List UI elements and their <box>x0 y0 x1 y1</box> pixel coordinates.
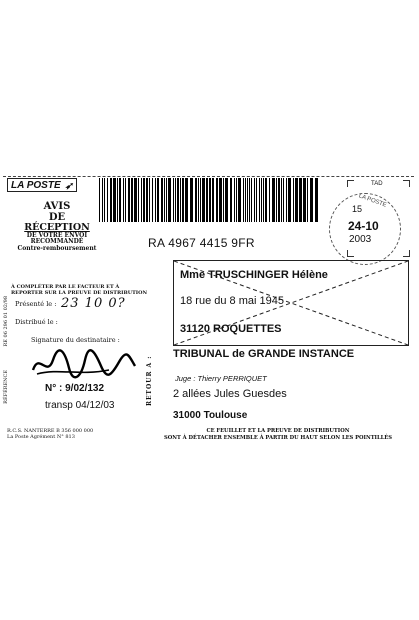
barcode-bar <box>310 178 313 222</box>
barcode-bar <box>177 178 179 222</box>
barcode-bar <box>219 178 222 222</box>
barcode-bar <box>256 178 257 222</box>
signature-label: Signature du destinataire : <box>31 336 120 344</box>
la-poste-logo <box>7 178 77 192</box>
presente-value: 23 10 0? <box>61 296 126 311</box>
instruction-line: REPORTER SUR LA PREUVE DE DISTRIBUTION <box>11 290 148 296</box>
barcode-bar <box>295 178 298 222</box>
barcode-bar <box>138 178 139 222</box>
detach-instruction <box>147 428 409 441</box>
barcode-bar <box>110 178 112 222</box>
footer-line: La Poste Agrément N° 813 <box>7 434 75 440</box>
recipient-city: 31120 ROQUETTES <box>180 323 282 335</box>
barcode-bar <box>198 178 199 222</box>
postmark-year: 2003 <box>349 234 372 245</box>
barcode-bar <box>307 178 308 222</box>
barcode-bar <box>286 178 287 222</box>
barcode-bar <box>200 178 201 222</box>
barcode-bar <box>149 178 150 222</box>
barcode-bar <box>175 178 176 222</box>
barcode-bar <box>243 178 244 222</box>
barcode-bar <box>128 178 130 222</box>
instruction-text <box>11 284 151 296</box>
barcode-bar <box>263 178 264 222</box>
barcode-bar <box>236 178 237 222</box>
barcode-bar <box>278 178 280 222</box>
distribue-label: Distribué le : <box>15 318 58 326</box>
footer-line: SONT À DÉTACHER ENSEMBLE À PARTIR DU HAUT SELON LES POINTILLÉS <box>164 434 392 441</box>
barcode-bar <box>293 178 294 222</box>
sender-street: 2 allées Jules Guesdes <box>173 388 287 400</box>
barcode-bar <box>107 178 108 222</box>
barcode-bar <box>141 178 142 222</box>
sender-judge: Juge : Thierry PERRIQUET <box>175 374 267 383</box>
barcode-bar <box>173 178 174 222</box>
barcode-bar <box>195 178 197 222</box>
barcode-bar <box>143 178 145 222</box>
presente-label: Présenté le : <box>15 300 57 308</box>
barcode-bar <box>164 178 165 222</box>
bird-icon: ➶ <box>64 181 73 192</box>
barcode-bar <box>123 178 124 222</box>
footer-line: CE FEUILLET ET LA PREUVE DE DISTRIBUTION <box>206 428 350 434</box>
reference-label: RÉFÉRENCE <box>3 370 9 404</box>
barcode-bar <box>157 178 159 222</box>
perforation-line <box>3 176 414 177</box>
barcode-bar <box>272 178 275 222</box>
barcode-bar <box>223 178 224 222</box>
tad-label: TAD <box>371 181 383 187</box>
corner-mark <box>403 180 410 187</box>
barcode-bar <box>212 178 214 222</box>
barcode-bar <box>259 178 260 222</box>
barcode-bar <box>152 178 153 222</box>
barcode-bar <box>303 178 306 222</box>
barcode-bar <box>146 178 148 222</box>
sender-org: TRIBUNAL de GRANDE INSTANCE <box>173 348 355 360</box>
barcode-bar <box>265 178 267 222</box>
signature-scribble <box>29 348 139 380</box>
barcode-bar <box>161 178 163 222</box>
barcode-bar <box>185 178 188 222</box>
barcode-bar <box>315 178 318 222</box>
barcode-bar <box>206 178 208 222</box>
barcode-bar <box>281 178 282 222</box>
barcode-bar <box>245 178 246 222</box>
postmark-stamp <box>329 193 401 265</box>
title-line: DE <box>48 211 66 223</box>
corner-mark <box>403 250 410 257</box>
barcode-bar <box>202 178 205 222</box>
transp-date: transp 04/12/03 <box>45 400 115 411</box>
avis-de-reception-card <box>3 168 414 441</box>
form-title <box>7 202 107 252</box>
logo-text: LA POSTE <box>11 180 61 191</box>
instruction-line: À COMPLÉTER PAR LE FACTEUR ET À <box>11 284 120 290</box>
barcode-bar <box>230 178 232 222</box>
sender-city: 31000 Toulouse <box>173 410 248 421</box>
barcode-bar <box>209 178 211 222</box>
barcode-bar <box>155 178 156 222</box>
barcode-bar <box>190 178 193 222</box>
reference-number: RE 06 296 01 02/98 <box>3 296 9 347</box>
recipient-street: 18 rue du 8 mai 1945 <box>180 295 284 307</box>
barcode-bar <box>276 178 277 222</box>
barcode-bar <box>180 178 181 222</box>
title-line: DE VOTRE ENVOI <box>26 231 88 239</box>
barcode-bar <box>288 178 291 222</box>
barcode-bar <box>131 178 133 222</box>
barcode-bar <box>216 178 218 222</box>
barcode-bar <box>254 178 255 222</box>
recipient-name: Mme TRUSCHINGER Hélène <box>180 269 328 281</box>
barcode-bar <box>166 178 167 222</box>
barcode-bar <box>283 178 284 222</box>
barcode-bar <box>182 178 184 222</box>
barcode-bar <box>225 178 228 222</box>
case-number: N° : 9/02/132 <box>45 383 105 394</box>
barcode <box>99 178 321 222</box>
footer-line: R.C.S. NANTERRE B 356 000 000 <box>7 428 94 434</box>
barcode-bar <box>125 178 126 222</box>
postmark-date: 24-10 <box>348 219 379 233</box>
title-line: RECOMMANDÉ <box>30 238 84 246</box>
title-line: RÉCEPTION <box>24 222 90 233</box>
corner-mark <box>347 180 354 187</box>
recipient-box <box>173 260 409 346</box>
barcode-bar <box>134 178 137 222</box>
title-line: Contre-remboursement <box>17 244 97 252</box>
tracking-number: RA 4967 4415 9FR <box>148 236 255 250</box>
title-line: AVIS <box>43 201 71 212</box>
barcode-bar <box>249 178 250 222</box>
barcode-bar <box>117 178 118 222</box>
return-label: RETOUR À : <box>146 355 153 407</box>
barcode-bar <box>238 178 241 222</box>
postmark-day: 15 <box>352 204 363 214</box>
barcode-bar <box>234 178 235 222</box>
barcode-bar <box>299 178 302 222</box>
postmark-top-text: LA POSTE <box>357 193 388 209</box>
barcode-bar <box>119 178 121 222</box>
barcode-bar <box>168 178 171 222</box>
barcode-bar <box>269 178 270 222</box>
barcode-bar <box>113 178 116 222</box>
footer-legal <box>7 428 93 440</box>
barcode-bar <box>247 178 248 222</box>
barcode-bar <box>251 178 252 222</box>
barcode-bar <box>261 178 262 222</box>
